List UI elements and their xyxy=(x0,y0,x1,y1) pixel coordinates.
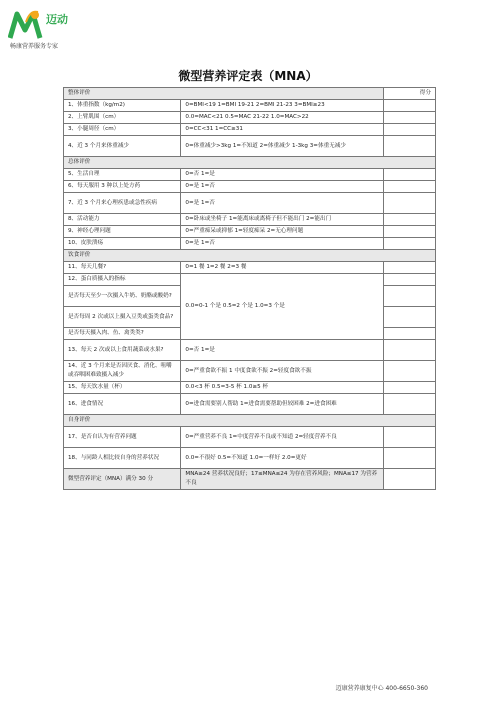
score-cell[interactable] xyxy=(383,262,435,274)
table-row xyxy=(64,88,436,100)
item-options: 0=严重食欲不振 1 中度食欲不振 2=轻度食欲不振 xyxy=(181,361,383,382)
item-options: 0=是 1=否 xyxy=(181,238,383,250)
item-options: 0=否 1=是 xyxy=(181,340,383,361)
item-options: 0.0=MAC<21 0.5=MAC 21-22 1.0=MAC>22 xyxy=(181,112,383,124)
score-cell[interactable] xyxy=(383,448,435,469)
item-label: 9、神经心理问题 xyxy=(64,226,181,238)
logo-subtitle: 畅康营养服务专家 xyxy=(10,43,59,50)
score-cell[interactable] xyxy=(383,382,435,394)
table-row xyxy=(64,100,436,112)
table-row xyxy=(64,415,436,427)
table-row xyxy=(64,214,436,226)
table-row xyxy=(64,238,436,250)
score-cell[interactable] xyxy=(383,226,435,238)
item-options: 0=体重减少>3kg 1=不知道 2=体重减少 1-3kg 3=体重无减少 xyxy=(181,136,383,157)
item-label: 12、蛋白质摄入的指标 xyxy=(64,274,181,286)
score-cell[interactable] xyxy=(383,214,435,226)
item-label: 5、生活自理 xyxy=(64,169,181,181)
item-label: 17、是否自认为有营养问题 xyxy=(64,427,181,448)
item-label: 3、小腿周径（cm） xyxy=(64,124,181,136)
table-row xyxy=(64,361,436,382)
item-options: 0=BMI<19 1=BMI 19-21 2=BMI 21-23 3=BMI≥23 xyxy=(181,100,383,112)
table-row xyxy=(64,469,436,490)
score-cell[interactable] xyxy=(383,181,435,193)
table-row xyxy=(64,262,436,274)
item-options: 0.0=不很好 0.5=不知道 1.0=一样好 2.0=更好 xyxy=(181,448,383,469)
table-row xyxy=(64,274,436,286)
score-cell[interactable] xyxy=(383,286,435,307)
table-row xyxy=(64,340,436,361)
item-options: 0=卧床或坐椅子 1=能离床或离椅子但不能出门 2=能出门 xyxy=(181,214,383,226)
score-cell[interactable] xyxy=(383,328,435,340)
final-label: 微型营养评定（MNA）满分 30 分 xyxy=(64,469,181,490)
item-options: 0=进食需要别人帮助 1=进食需要帮助但较困难 2=进食困难 xyxy=(181,394,383,415)
score-cell[interactable] xyxy=(383,469,435,490)
item-label: 15、每天饮水量（杯） xyxy=(64,382,181,394)
score-cell[interactable] xyxy=(383,340,435,361)
mna-table xyxy=(63,87,436,490)
score-cell[interactable] xyxy=(383,136,435,157)
table-row xyxy=(64,382,436,394)
item-options: 0=否 1=是 xyxy=(181,169,383,181)
section-overall: 整体评价 xyxy=(64,88,384,100)
logo xyxy=(8,8,118,52)
item-label: 13、每天 2 次或以上食用蔬菜或水果? xyxy=(64,340,181,361)
item-options: 0=严重痴呆或抑郁 1=轻度痴呆 2=无心理问题 xyxy=(181,226,383,238)
item-sublabel: 是否每天摄入肉、鱼、禽类类? xyxy=(64,328,181,340)
page-title: 微型营养评定表（MNA） xyxy=(178,69,318,83)
table-row xyxy=(64,394,436,415)
score-cell[interactable] xyxy=(383,427,435,448)
table-row xyxy=(64,181,436,193)
final-options: MNA≥24 营养状况良好；17≤MNA≤24 为存在营养风险；MNA≤17 为营养不良 xyxy=(181,469,383,490)
section-self: 自身评价 xyxy=(64,415,436,427)
score-cell[interactable] xyxy=(383,394,435,415)
table-row xyxy=(64,250,436,262)
section-general: 总体评价 xyxy=(64,157,436,169)
item-options: 0=是 1=否 xyxy=(181,181,383,193)
score-cell[interactable] xyxy=(383,100,435,112)
item-label: 7、近 3 个月来心理疾患或急性疾病 xyxy=(64,193,181,214)
table-row xyxy=(64,448,436,469)
table-row xyxy=(64,226,436,238)
score-cell[interactable] xyxy=(383,238,435,250)
item-sublabel: 是否每天至少一次摄入牛奶、奶酪或酸奶? xyxy=(64,286,181,307)
item-label: 8、活动能力 xyxy=(64,214,181,226)
table-row xyxy=(64,427,436,448)
item-label: 11、每天几餐? xyxy=(64,262,181,274)
item-label: 4、近 3 个月来体重减少 xyxy=(64,136,181,157)
table-row xyxy=(64,193,436,214)
logo-text: 迈动 xyxy=(46,13,68,26)
score-cell[interactable] xyxy=(383,169,435,181)
item-sublabel: 是否每周 2 次或以上摄入豆类或蛋类食品? xyxy=(64,307,181,328)
score-cell[interactable] xyxy=(383,193,435,214)
score-header: 得分 xyxy=(383,88,435,100)
score-cell[interactable] xyxy=(383,307,435,328)
item-label: 10、皮肤溃疡 xyxy=(64,238,181,250)
item-options: 0.0<3 杯 0.5=3-5 杯 1.0≥5 杯 xyxy=(181,382,383,394)
score-cell[interactable] xyxy=(383,112,435,124)
item-label: 6、每天服用 3 种以上处方药 xyxy=(64,181,181,193)
item-options: 0.0=0-1 个是 0.5=2 个是 1.0=3 个是 xyxy=(181,274,383,340)
section-diet: 饮食评价 xyxy=(64,250,436,262)
score-cell[interactable] xyxy=(383,361,435,382)
item-label: 18、与同龄人相比较自身的营养状况 xyxy=(64,448,181,469)
score-cell[interactable] xyxy=(383,124,435,136)
footer-contact: 迈康营养康复中心 400-6650-360 xyxy=(335,685,428,692)
item-options: 0=是 1=否 xyxy=(181,193,383,214)
item-options: 0=严重营养不良 1=中度营养不良或不知道 2=轻度营养不良 xyxy=(181,427,383,448)
table-row xyxy=(64,169,436,181)
item-label: 1、体重指数（kg/m2) xyxy=(64,100,181,112)
table-row xyxy=(64,124,436,136)
item-label: 14、近 3 个月来是否因厌食、消化、咀嚼或吞咽困难致摄入减少 xyxy=(64,361,181,382)
item-label: 2、上臂肌围（cm） xyxy=(64,112,181,124)
item-label: 16、进食情况 xyxy=(64,394,181,415)
table-row xyxy=(64,157,436,169)
table-row xyxy=(64,136,436,157)
table-row xyxy=(64,112,436,124)
item-options: 0=1 餐 1=2 餐 2=3 餐 xyxy=(181,262,383,274)
score-cell[interactable] xyxy=(383,274,435,286)
item-options: 0=CC<31 1=CC≥31 xyxy=(181,124,383,136)
